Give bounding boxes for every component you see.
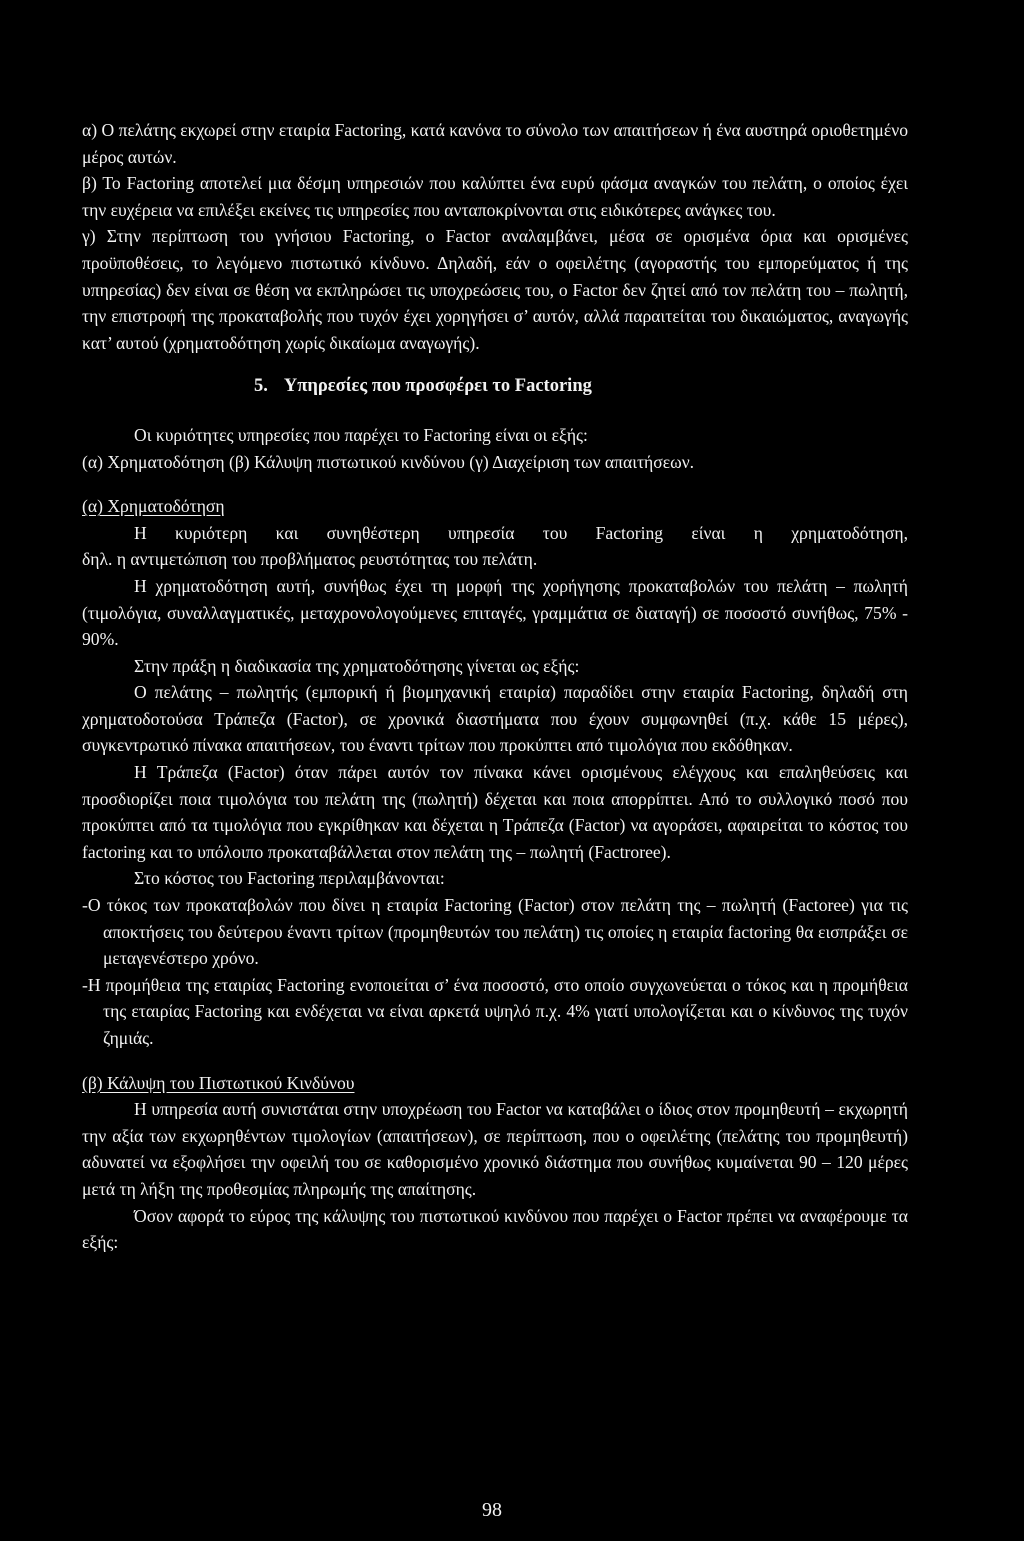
item-alpha: α) Ο πελάτης εκχωρεί στην εταιρία Factoring, κατά κανόνα το σύνολο των απαιτήσεων ή ένα αυστηρά οριοθετημένο μέρος αυτών. bbox=[82, 120, 909, 167]
financing-p1: Η κυριότερη και συνηθέστερη υπηρεσία του Factoring είναι η χρηματοδότηση, bbox=[134, 522, 908, 543]
financing-p6: Στο κόστος του Factoring περιλαμβάνονται: bbox=[134, 868, 445, 889]
item-beta: β) Το Factoring αποτελεί μια δέσμη υπηρεσιών που καλύπτει ένα ευρύ φάσμα αναγκών του πελάτη, ο οποίος έχει την ευχέρεια να επιλέξει εκείνες τις υπηρεσίες που ανταποκρίνονται στις ειδικότερες ανάγκες του. bbox=[82, 173, 908, 220]
financing-p1b: δηλ. η αντιμετώπιση του προβλήματος ρευστότητας του πελάτη. bbox=[82, 549, 538, 570]
financing-cost-item-2: -Η προμήθεια της εταιρίας Factoring ενοποιείται σ’ ένα ποσοστό, στο οποίο συγχωνεύεται ο τόκος και η προμήθεια της εταιρίας Factoring και ενδέχεται να είναι αρκετά υψηλό π.χ. 4% γιατί υπολογίζεται και ο κίνδυνος της τυχόν ζημιάς. bbox=[82, 974, 908, 1048]
document-page bbox=[82, 117, 908, 1256]
section-number: 5. bbox=[254, 376, 268, 397]
credit-risk-heading: (β) Κάλυψη του Πιστωτικού Κινδύνου bbox=[82, 1072, 355, 1093]
item-gamma: γ) Στην περίπτωση του γνήσιου Factoring, ο Factor αναλαμβάνει, μέσα σε ορισμένα όρια και ορισμένες προϋποθέσεις, το λεγόμενο πιστωτικό κίνδυνο. Δηλαδή, εάν ο οφειλέτης (αγοραστής του εμπορεύματος ή της υπηρεσίας) δεν είναι σε θέση να εκπληρώσει τις υποχρεώσεις του, ο Factor δεν ζητεί από τον πελάτη του – πωλητή, την επιστροφή της προκαταβολής που τυχόν έχει χορηγήσει σ’ αυτόν, αλλά παραιτείται του δικαιώματος, αναγωγής κατ’ αυτού (χρηματοδότηση χωρίς δικαίωμα αναγωγής). bbox=[82, 226, 908, 353]
section-services-list: (α) Χρηματοδότηση (β) Κάλυψη πιστωτικού κινδύνου (γ) Διαχείριση των απαιτήσεων. bbox=[82, 451, 695, 472]
financing-cost-item-1: -Ο τόκος των προκαταβολών που δίνει η εταιρία Factoring (Factor) στον πελάτη της – πωλητή (Factoree) για τις αποκτήσεις του δεύτερου έναντι τρίτων (προμηθευτών του πελάτη) τις οποίες η εταιρία factoring θα εισπράξει σε μεταγενέστερο χρόνο. bbox=[82, 895, 908, 969]
page-number: 98 bbox=[482, 1499, 502, 1521]
credit-risk-p2: Όσον αφορά το εύρος της κάλυψης του πιστωτικού κινδύνου που παρέχει ο Factor πρέπει να αναφέρουμε τα εξής: bbox=[82, 1205, 908, 1253]
section-heading bbox=[82, 373, 908, 400]
financing-p3: Στην πράξη η διαδικασία της χρηματοδότησης γίνεται ως εξής: bbox=[134, 655, 580, 676]
section-title: Υπηρεσίες που προσφέρει το Factoring bbox=[283, 376, 592, 397]
financing-p4: Ο πελάτης – πωλητής (εμπορική ή βιομηχανική εταιρία) παραδίδει στην εταιρία Factoring, δηλαδή στη χρηματοδοτούσα Τράπεζα (Factor), σε χρονικά διαστήματα που έχουν συμφωνηθεί (π.χ. κάθε 15 μέρες), συγκεντρωτικό πίνακα απαιτήσεων, του έναντι τρίτων που προκύπτει από τιμολόγια που εκδόθηκαν. bbox=[82, 682, 908, 756]
financing-p5: Η Τράπεζα (Factor) όταν πάρει αυτόν τον πίνακα κάνει ορισμένους ελέγχους και επαληθεύσεις και προσδιορίζει ποια τιμολόγια του πελάτη της (πωλητή) δέχεται και ποια απορρίπτει. Από το συλλογικό ποσό που προκύπτει από τα τιμολόγια που εγκρίθηκαν και δέχεται η Τράπεζα (Factor) να αγοράσει, αφαιρείται το κόστος του factoring και το υπόλοιπο προκαταβάλλεται στον πελάτη της – πωλητή (Factroree). bbox=[82, 762, 908, 862]
financing-heading: (α) Χρηματοδότηση bbox=[82, 496, 225, 517]
credit-risk-p1: Η υπηρεσία αυτή συνιστάται στην υποχρέωση του Factor να καταβάλει ο ίδιος στον προμηθευτή – εκχωρητή την αξία των εκχωρηθέντων τιμολογίων (απαιτήσεων), σε περίπτωση, που ο οφειλέτης (πελάτης του προμηθευτή) αδυνατεί να εξοφλήσει την οφειλή του σε καθορισμένο χρονικό διάστημα που συνήθως κυμαίνεται 90 – 120 μέρες μετά τη λήξη της προθεσμίας πληρωμής της απαίτησης. bbox=[82, 1099, 908, 1199]
section-lead: Οι κυριότητες υπηρεσίες που παρέχει το Factoring είναι οι εξής: bbox=[134, 424, 588, 445]
financing-p2: Η χρηματοδότηση αυτή, συνήθως έχει τη μορφή της χορήγησης προκαταβολών του πελάτη – πωλητή (τιμολόγια, συναλλαγματικές, μεταχρονολογούμενες επιταγές, γραμμάτια σε διαταγή) σε ποσοστό συνήθως, 75% - 90%. bbox=[82, 575, 908, 650]
